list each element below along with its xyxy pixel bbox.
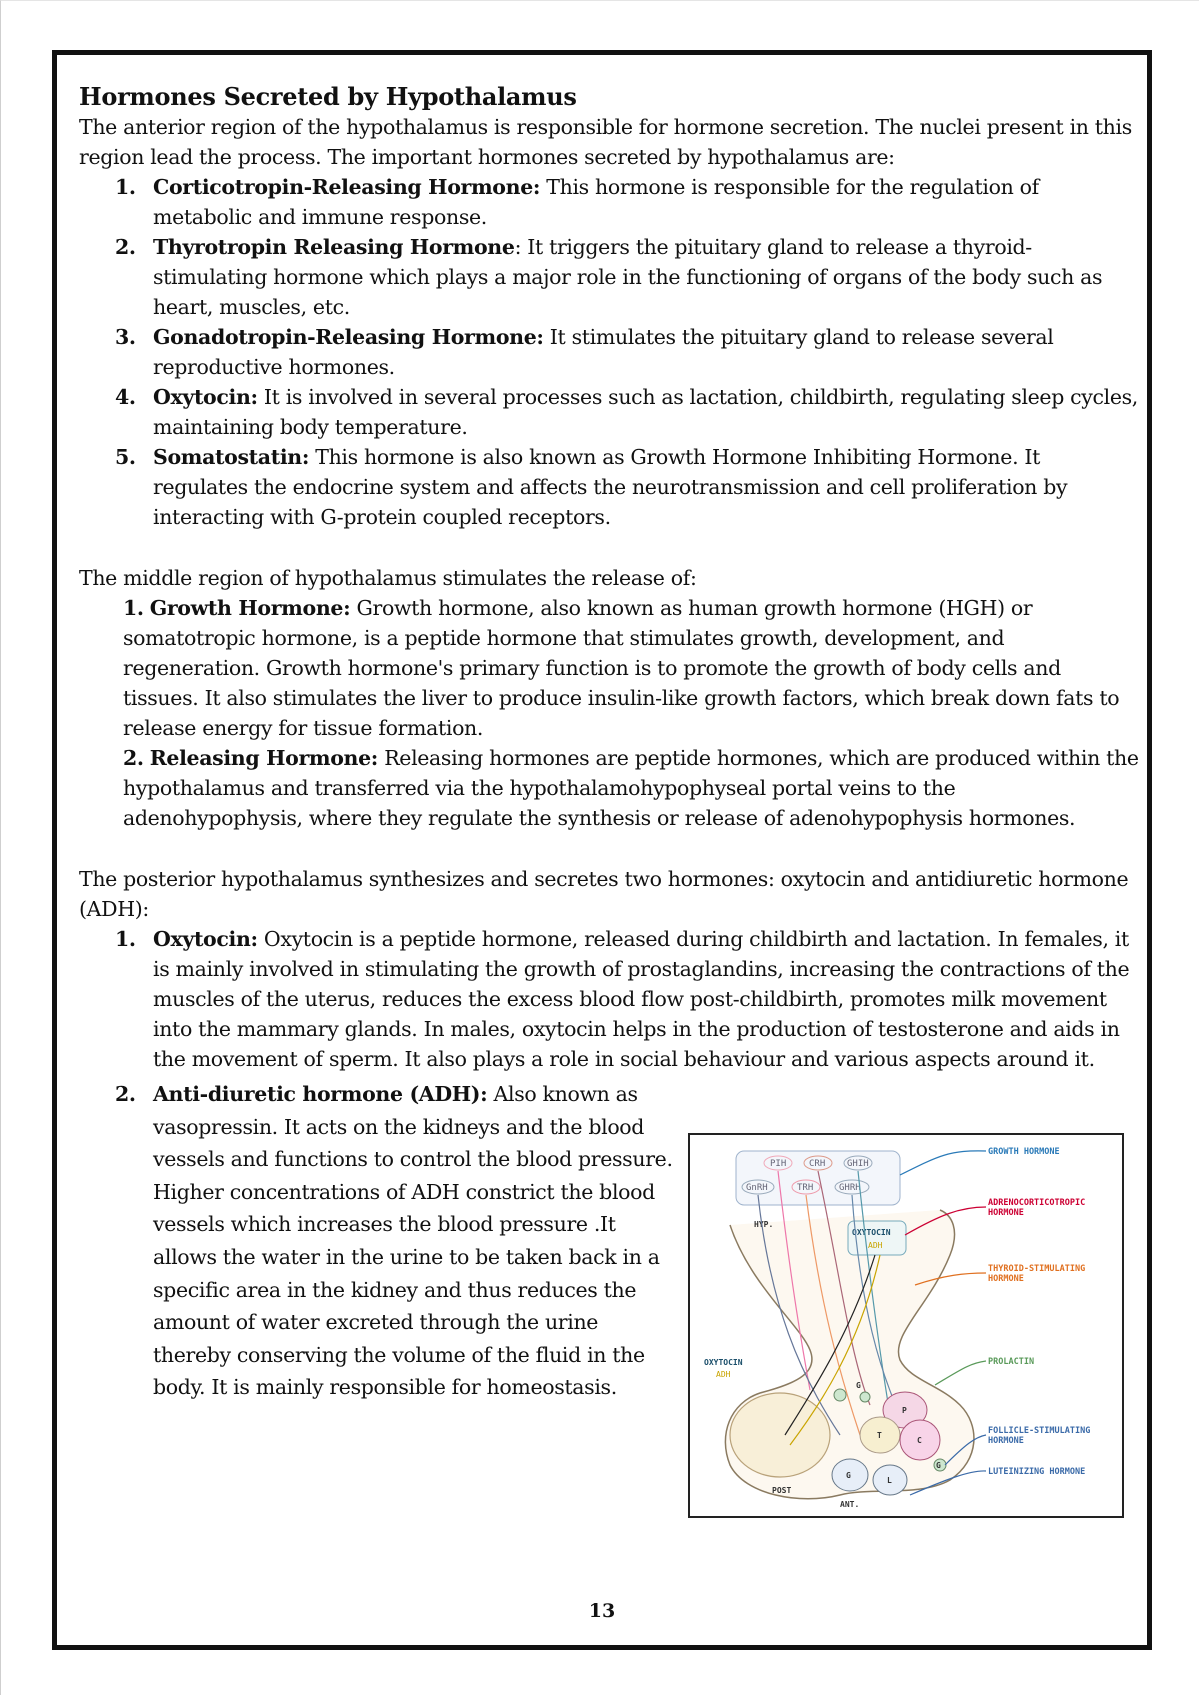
output-growth-hormone: GROWTH HORMONE [988, 1147, 1060, 1157]
pih-label: PIH [770, 1159, 787, 1169]
item-number: 2. [115, 1082, 136, 1106]
item-text: Also known as vasopressin. It acts on the kidneys and the blood vessels and functions to control the blood pressure. Higher concentrations of ADH constrict the blood vessels which increases the blood pressure .It allows the water in the urine to be taken back in a specific area in the kidney and thus reduces the amount of water excreted through the urine thereby conserving the volume of the fluid in the body. It is mainly responsible for homeostasis. [153, 1082, 673, 1400]
gnrh-label: GnRH [746, 1183, 768, 1193]
anterior-hormone-list [79, 172, 1139, 532]
cell-label-t: T [877, 1431, 882, 1440]
page-frame [52, 50, 1152, 1650]
page-number: 13 [588, 1600, 616, 1622]
list-item [79, 442, 1139, 532]
output-fsh-line2: HORMONE [988, 1436, 1024, 1446]
ghrh-label: GHRH [839, 1183, 861, 1193]
oxytocin-label: OXYTOCIN [852, 1228, 891, 1237]
item-term: Thyrotropin Releasing Hormone [153, 235, 515, 259]
item-term: Somatostatin: [153, 445, 310, 469]
item-text: Oxytocin is a peptide hormone, released during childbirth and lactation. In females, it is mainly involved in stimulating the growth of prostaglandins, increasing the contractions of the muscles of the uterus, reduces the excess blood flow post-childbirth, promotes milk movement into the mammary glands. In males, oxytocin helps in the production of testosterone and aids in the movement of sperm. It also plays a role in social behaviour and various aspects around it. [153, 927, 1130, 1071]
item-text: : It triggers the pituitary gland to release a thyroid-stimulating hormone which plays a major role in the functioning of organs of the body such as heart, muscles, etc. [153, 235, 1103, 319]
item-text: Growth hormone, also known as human growth hormone (HGH) or somatotropic hormone, is a peptide hormone that stimulates growth, development, and regeneration. Growth hormone's primary function is to promote the growth of body cells and tissues. It also stimulates the liver to produce insulin-like growth factors, which break down fats to release energy for tissue formation. [123, 596, 1120, 740]
item-term: Oxytocin: [153, 385, 258, 409]
ant-label: ANT. [840, 1500, 860, 1509]
output-tsh-line1: THYROID-STIMULATING [988, 1264, 1086, 1274]
item-number: 2. [123, 746, 144, 770]
output-luteinizing-hormone: LUTEINIZING HORMONE [988, 1467, 1086, 1477]
item-number: 5. [115, 445, 136, 469]
item-number: 1. [115, 175, 136, 199]
cell-label-g: G [856, 1381, 861, 1390]
item-text: Releasing hormones are peptide hormones, which are produced within the hypothalamus and transferred via the hypothalamohypophyseal portal veins to the adenohypophysis, where they regulate the synthesis or release of adenohypophysis hormones. [123, 746, 1139, 830]
posterior-region-intro: The posterior hypothalamus synthesizes and secretes two hormones: oxytocin and antidiuretic hormone (ADH): [79, 867, 1129, 921]
item-term: Releasing Hormone: [149, 746, 379, 770]
item-number: 3. [115, 325, 136, 349]
page-title: Hormones Secreted by Hypothalamus [79, 82, 577, 111]
item-number: 2. [115, 235, 136, 259]
cell-label-p: P [902, 1406, 907, 1415]
cell-label-c: C [917, 1436, 922, 1445]
growth-arrow [900, 1151, 986, 1175]
list-item [79, 743, 1139, 833]
cell-label-l: L [887, 1476, 892, 1485]
middle-region-intro: The middle region of hypothalamus stimulates the release of: [79, 566, 697, 590]
ghih-label: GHIH [847, 1159, 869, 1169]
item-term: Gonadotropin-Releasing Hormone: [153, 325, 544, 349]
list-item [79, 593, 1139, 743]
left-oxytocin-label: OXYTOCIN [704, 1358, 743, 1367]
cell-dot [860, 1392, 870, 1402]
item-term: Corticotropin-Releasing Hormone: [153, 175, 541, 199]
list-item [79, 382, 1139, 442]
output-fsh-line1: FOLLICLE-STIMULATING [988, 1426, 1091, 1436]
list-item [79, 924, 1139, 1074]
item-number: 4. [115, 385, 136, 409]
trh-label: TRH [797, 1183, 814, 1193]
intro-paragraph: The anterior region of the hypothalamus is responsible for hormone secretion. The nuclei present in this region lead the process. The important hormones secreted by hypothalamus are: [79, 115, 1132, 169]
spacer [79, 833, 1139, 864]
item-text: It is involved in several processes such as lactation, childbirth, regulating sleep cycles, maintaining body temperature. [153, 385, 1138, 439]
list-item [79, 1078, 673, 1404]
diagram-svg [690, 1135, 1122, 1516]
item-number: 1. [115, 927, 136, 951]
item-term: Oxytocin: [153, 927, 258, 951]
item-term: Growth Hormone: [149, 596, 351, 620]
list-item [79, 172, 1139, 232]
item-number: 1. [123, 596, 144, 620]
output-tsh-line2: HORMONE [988, 1274, 1024, 1284]
item-text: This hormone is responsible for the regulation of metabolic and immune response. [153, 175, 1039, 229]
list-item [79, 232, 1139, 322]
list-item [79, 322, 1139, 382]
item-text: This hormone is also known as Growth Hormone Inhibiting Hormone. It regulates the endocrine system and affects the neurotransmission and cell proliferation by interacting with G-protein coupled receptors. [153, 445, 1068, 529]
posterior-lobe [730, 1393, 830, 1477]
item-term: Anti-diuretic hormone (ADH): [153, 1082, 488, 1106]
cell-dot [834, 1389, 846, 1401]
post-label: POST [772, 1486, 792, 1495]
item-text: It stimulates the pituitary gland to release several reproductive hormones. [153, 325, 1054, 379]
crh-label: CRH [809, 1159, 826, 1169]
output-acth-line1: ADRENOCORTICOTROPIC [988, 1198, 1086, 1208]
adh-label: ADH [868, 1241, 883, 1250]
output-prolactin: PROLACTIN [988, 1357, 1035, 1367]
hyp-label: HYP. [754, 1220, 774, 1229]
spacer [79, 532, 1139, 563]
middle-hormone-list [79, 593, 1139, 833]
hypothalamus-pituitary-diagram [688, 1133, 1124, 1518]
cell-label-g2: G [846, 1471, 851, 1480]
prolactin-arrow [935, 1361, 986, 1385]
left-adh-label: ADH [716, 1370, 731, 1379]
cell-label-g3: G [936, 1461, 941, 1470]
output-acth-line2: HORMONE [988, 1208, 1024, 1218]
